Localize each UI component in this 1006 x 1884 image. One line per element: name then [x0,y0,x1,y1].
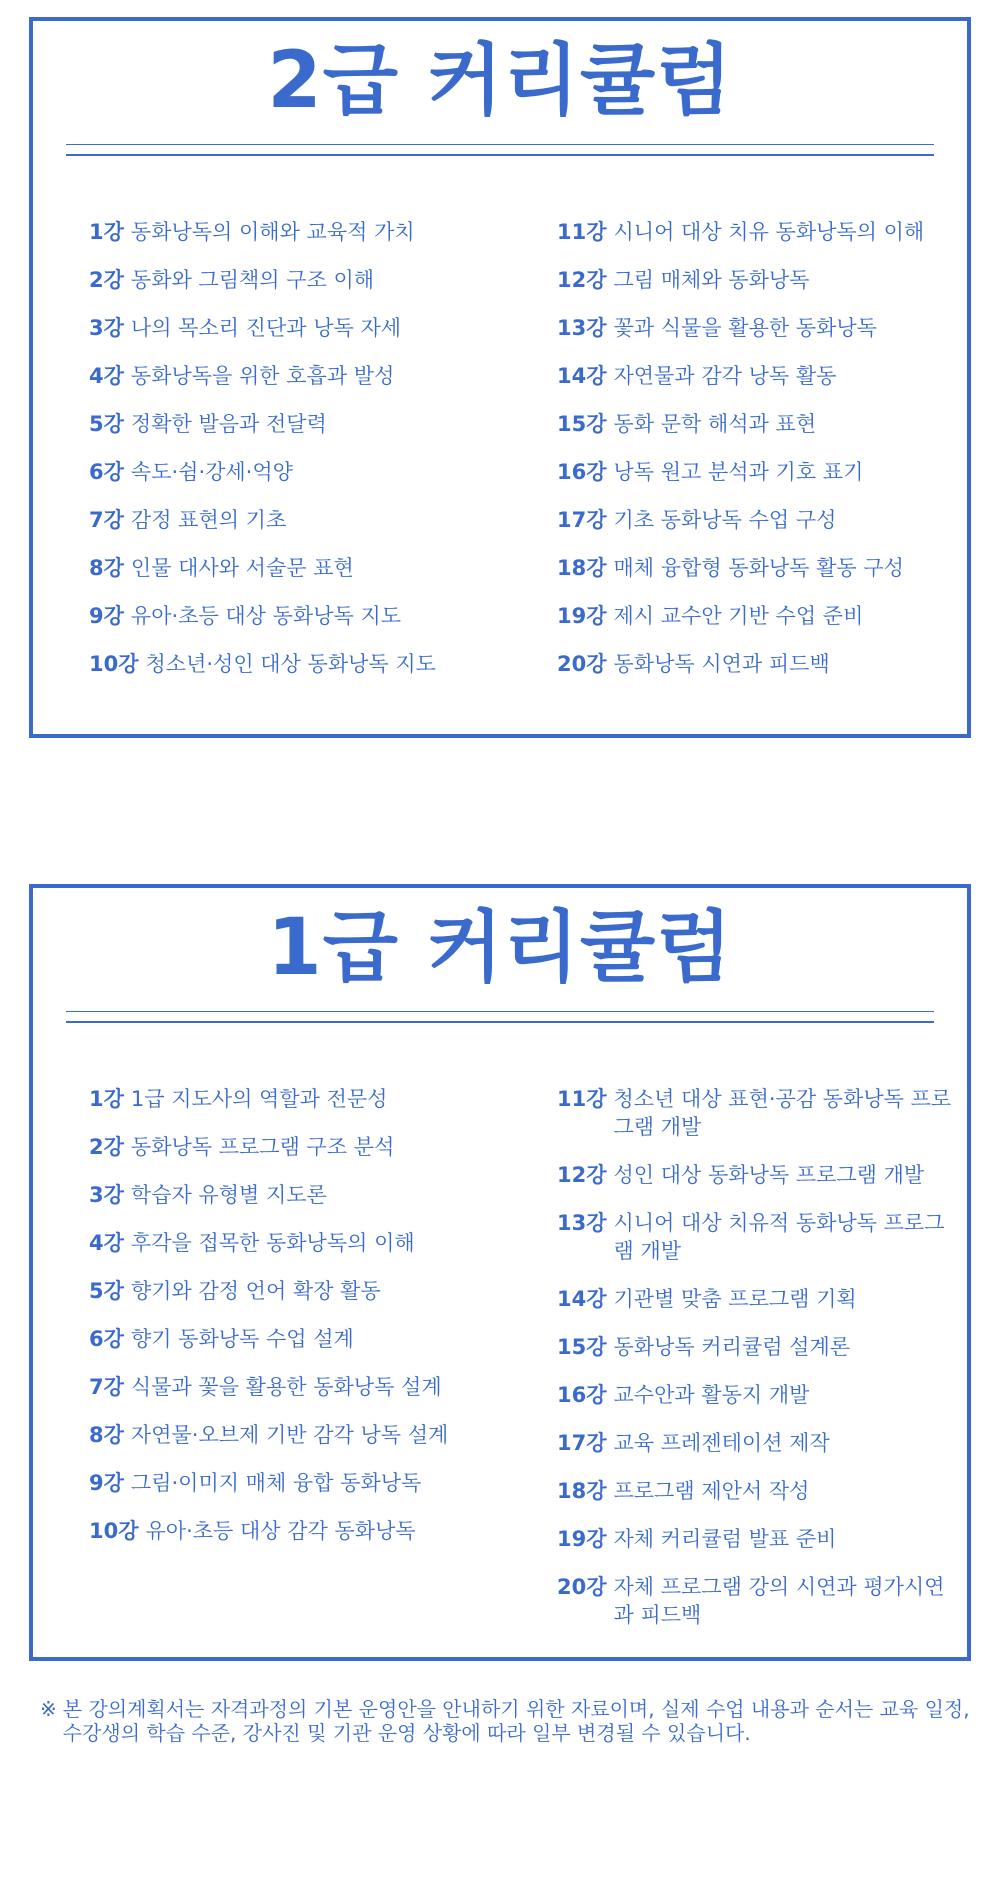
panel-title: 2급 커리큘럼 [267,36,733,126]
lecture-topic: 기초 동화낭독 수업 구성 [613,508,837,532]
lecture-number: 15강 [557,1335,607,1359]
lecture-topic: 교육 프레젠테이션 제작 [613,1431,830,1455]
lecture-topic: 동화 문학 해석과 표현 [613,412,817,436]
title-divider-thin [66,144,934,145]
lecture-topic: 청소년·성인 대상 동화낭독 지도 [145,652,436,676]
lecture-topic: 제시 교수안 기반 수업 준비 [613,604,864,628]
lecture-item [89,506,529,534]
lecture-item [89,410,529,438]
lecture-topic: 자체 프로그램 강의 시연과 평가시연과 피드백 [613,1575,945,1627]
lecture-item [557,218,957,246]
lecture-number: 4강 [89,1231,124,1255]
lecture-topic: 동화낭독 시연과 피드백 [613,652,830,676]
lecture-number: 4강 [89,364,124,388]
lecture-item [557,410,957,438]
lecture-number: 8강 [89,556,124,580]
lecture-item [89,1133,529,1161]
title-divider-thick [66,1021,934,1023]
lecture-topic: 유아·초등 대상 동화낭독 지도 [130,604,402,628]
lecture-item [89,1421,529,1449]
lecture-number: 1강 [89,1087,124,1111]
lecture-number: 3강 [89,316,124,340]
lecture-number: 10강 [89,1519,139,1543]
lecture-topic: 향기 동화낭독 수업 설계 [130,1327,354,1351]
curriculum-panel-level1 [29,884,971,1661]
lecture-topic: 동화와 그림책의 구조 이해 [130,268,375,292]
lecture-topic: 꽃과 식물을 활용한 동화낭독 [613,316,877,340]
lecture-topic: 시니어 대상 치유적 동화낭독 프로그램 개발 [613,1211,945,1263]
lecture-topic: 자체 커리큘럼 발표 준비 [613,1527,837,1551]
lecture-topic: 인물 대사와 서술문 표현 [130,556,354,580]
lecture-topic: 성인 대상 동화낭독 프로그램 개발 [613,1163,925,1187]
lecture-item [89,1517,529,1545]
lecture-topic: 자연물·오브제 기반 감각 낭독 설계 [130,1423,449,1447]
lecture-topic: 기관별 맞춤 프로그램 기획 [613,1287,857,1311]
lecture-topic: 후각을 접목한 동화낭독의 이해 [130,1231,415,1255]
lecture-number: 6강 [89,1327,124,1351]
lecture-number: 2강 [89,1135,124,1159]
lecture-item [89,1325,529,1353]
lecture-number: 8강 [89,1423,124,1447]
lecture-topic: 그림·이미지 매체 융합 동화낭독 [130,1471,422,1495]
lecture-topic: 그림 매체와 동화낭독 [613,268,810,292]
lecture-topic: 향기와 감정 언어 확장 활동 [130,1279,381,1303]
lecture-item [89,218,529,246]
lecture-number: 18강 [557,556,607,580]
lecture-topic: 교수안과 활동지 개발 [613,1383,810,1407]
lecture-number: 7강 [89,1375,124,1399]
lecture-item [557,650,957,678]
lecture-list-left [89,218,529,698]
lecture-number: 5강 [89,412,124,436]
lecture-item [557,314,957,342]
lecture-number: 16강 [557,1383,607,1407]
lecture-number: 13강 [557,1211,607,1235]
lecture-topic: 자연물과 감각 낭독 활동 [613,364,837,388]
lecture-topic: 낭독 원고 분석과 기호 표기 [613,460,864,484]
lecture-number: 7강 [89,508,124,532]
lecture-number: 20강 [557,652,607,676]
lecture-item [557,506,957,534]
lecture-number: 12강 [557,1163,607,1187]
lecture-number: 16강 [557,460,607,484]
lecture-topic: 정확한 발음과 전달력 [130,412,327,436]
lecture-list-left [89,1085,529,1565]
footnote [40,1697,970,1745]
lecture-topic: 학습자 유형별 지도론 [130,1183,327,1207]
lecture-item [89,1085,529,1113]
lecture-number: 10강 [89,652,139,676]
lecture-topic: 동화낭독을 위한 호흡과 발성 [130,364,395,388]
lecture-item [89,554,529,582]
lecture-list-right [557,1085,957,1649]
reference-mark-icon: ※ [40,1697,57,1721]
lecture-item [557,1161,957,1189]
lecture-list-right [557,218,957,698]
lecture-item [557,602,957,630]
lecture-item [557,1429,957,1457]
lecture-topic: 1급 지도사의 역할과 전문성 [130,1087,388,1111]
lecture-item [557,1209,957,1265]
lecture-item [89,602,529,630]
curriculum-panel-level2 [29,17,971,738]
lecture-item [557,1333,957,1361]
lecture-number: 3강 [89,1183,124,1207]
lecture-number: 19강 [557,1527,607,1551]
lecture-number: 9강 [89,604,124,628]
lecture-topic: 프로그램 제안서 작성 [613,1479,810,1503]
lecture-item [557,1477,957,1505]
lecture-number: 17강 [557,1431,607,1455]
lecture-topic: 감정 표현의 기초 [130,508,287,532]
footnote-text: 본 강의계획서는 자격과정의 기본 운영안을 안내하기 위한 자료이며, 실제 수업 내용과 순서는 교육 일정, 수강생의 학습 수준, 강사진 및 기관 운영 상황에 따라 일부 변경될 수 있습니다. [62,1697,970,1745]
lecture-item [89,1277,529,1305]
lecture-number: 13강 [557,316,607,340]
lecture-number: 14강 [557,1287,607,1311]
lecture-item [89,1469,529,1497]
lecture-item [557,1573,957,1629]
lecture-item [557,266,957,294]
lecture-topic: 동화낭독 커리큘럼 설계론 [613,1335,851,1359]
lecture-topic: 나의 목소리 진단과 낭독 자세 [130,316,402,340]
lecture-item [89,266,529,294]
lecture-item [557,1381,957,1409]
lecture-number: 17강 [557,508,607,532]
lecture-item [557,362,957,390]
lecture-number: 15강 [557,412,607,436]
lecture-item [89,362,529,390]
lecture-number: 11강 [557,1087,607,1111]
lecture-topic: 매체 융합형 동화낭독 활동 구성 [613,556,904,580]
lecture-number: 14강 [557,364,607,388]
lecture-number: 11강 [557,220,607,244]
lecture-item [557,1525,957,1553]
panel-title: 1급 커리큘럼 [267,903,733,993]
lecture-number: 5강 [89,1279,124,1303]
lecture-item [89,1373,529,1401]
title-divider-thick [66,154,934,156]
lecture-topic: 식물과 꽃을 활용한 동화낭독 설계 [130,1375,442,1399]
lecture-topic: 속도·쉼·강세·억양 [130,460,293,484]
lecture-item [557,458,957,486]
lecture-number: 6강 [89,460,124,484]
title-divider-thin [66,1011,934,1012]
lecture-number: 12강 [557,268,607,292]
lecture-number: 20강 [557,1575,607,1599]
lecture-topic: 동화낭독의 이해와 교육적 가치 [130,220,415,244]
lecture-number: 19강 [557,604,607,628]
lecture-topic: 청소년 대상 표현·공감 동화낭독 프로그램 개발 [613,1087,952,1139]
lecture-number: 2강 [89,268,124,292]
lecture-item [557,1285,957,1313]
lecture-topic: 동화낭독 프로그램 구조 분석 [130,1135,395,1159]
lecture-topic: 시니어 대상 치유 동화낭독의 이해 [613,220,925,244]
lecture-item [89,1229,529,1257]
lecture-number: 18강 [557,1479,607,1503]
lecture-item [557,1085,957,1141]
lecture-number: 1강 [89,220,124,244]
lecture-item [89,650,529,678]
lecture-topic: 유아·초등 대상 감각 동화낭독 [145,1519,416,1543]
lecture-item [89,1181,529,1209]
lecture-item [89,458,529,486]
lecture-item [557,554,957,582]
lecture-number: 9강 [89,1471,124,1495]
lecture-item [89,314,529,342]
